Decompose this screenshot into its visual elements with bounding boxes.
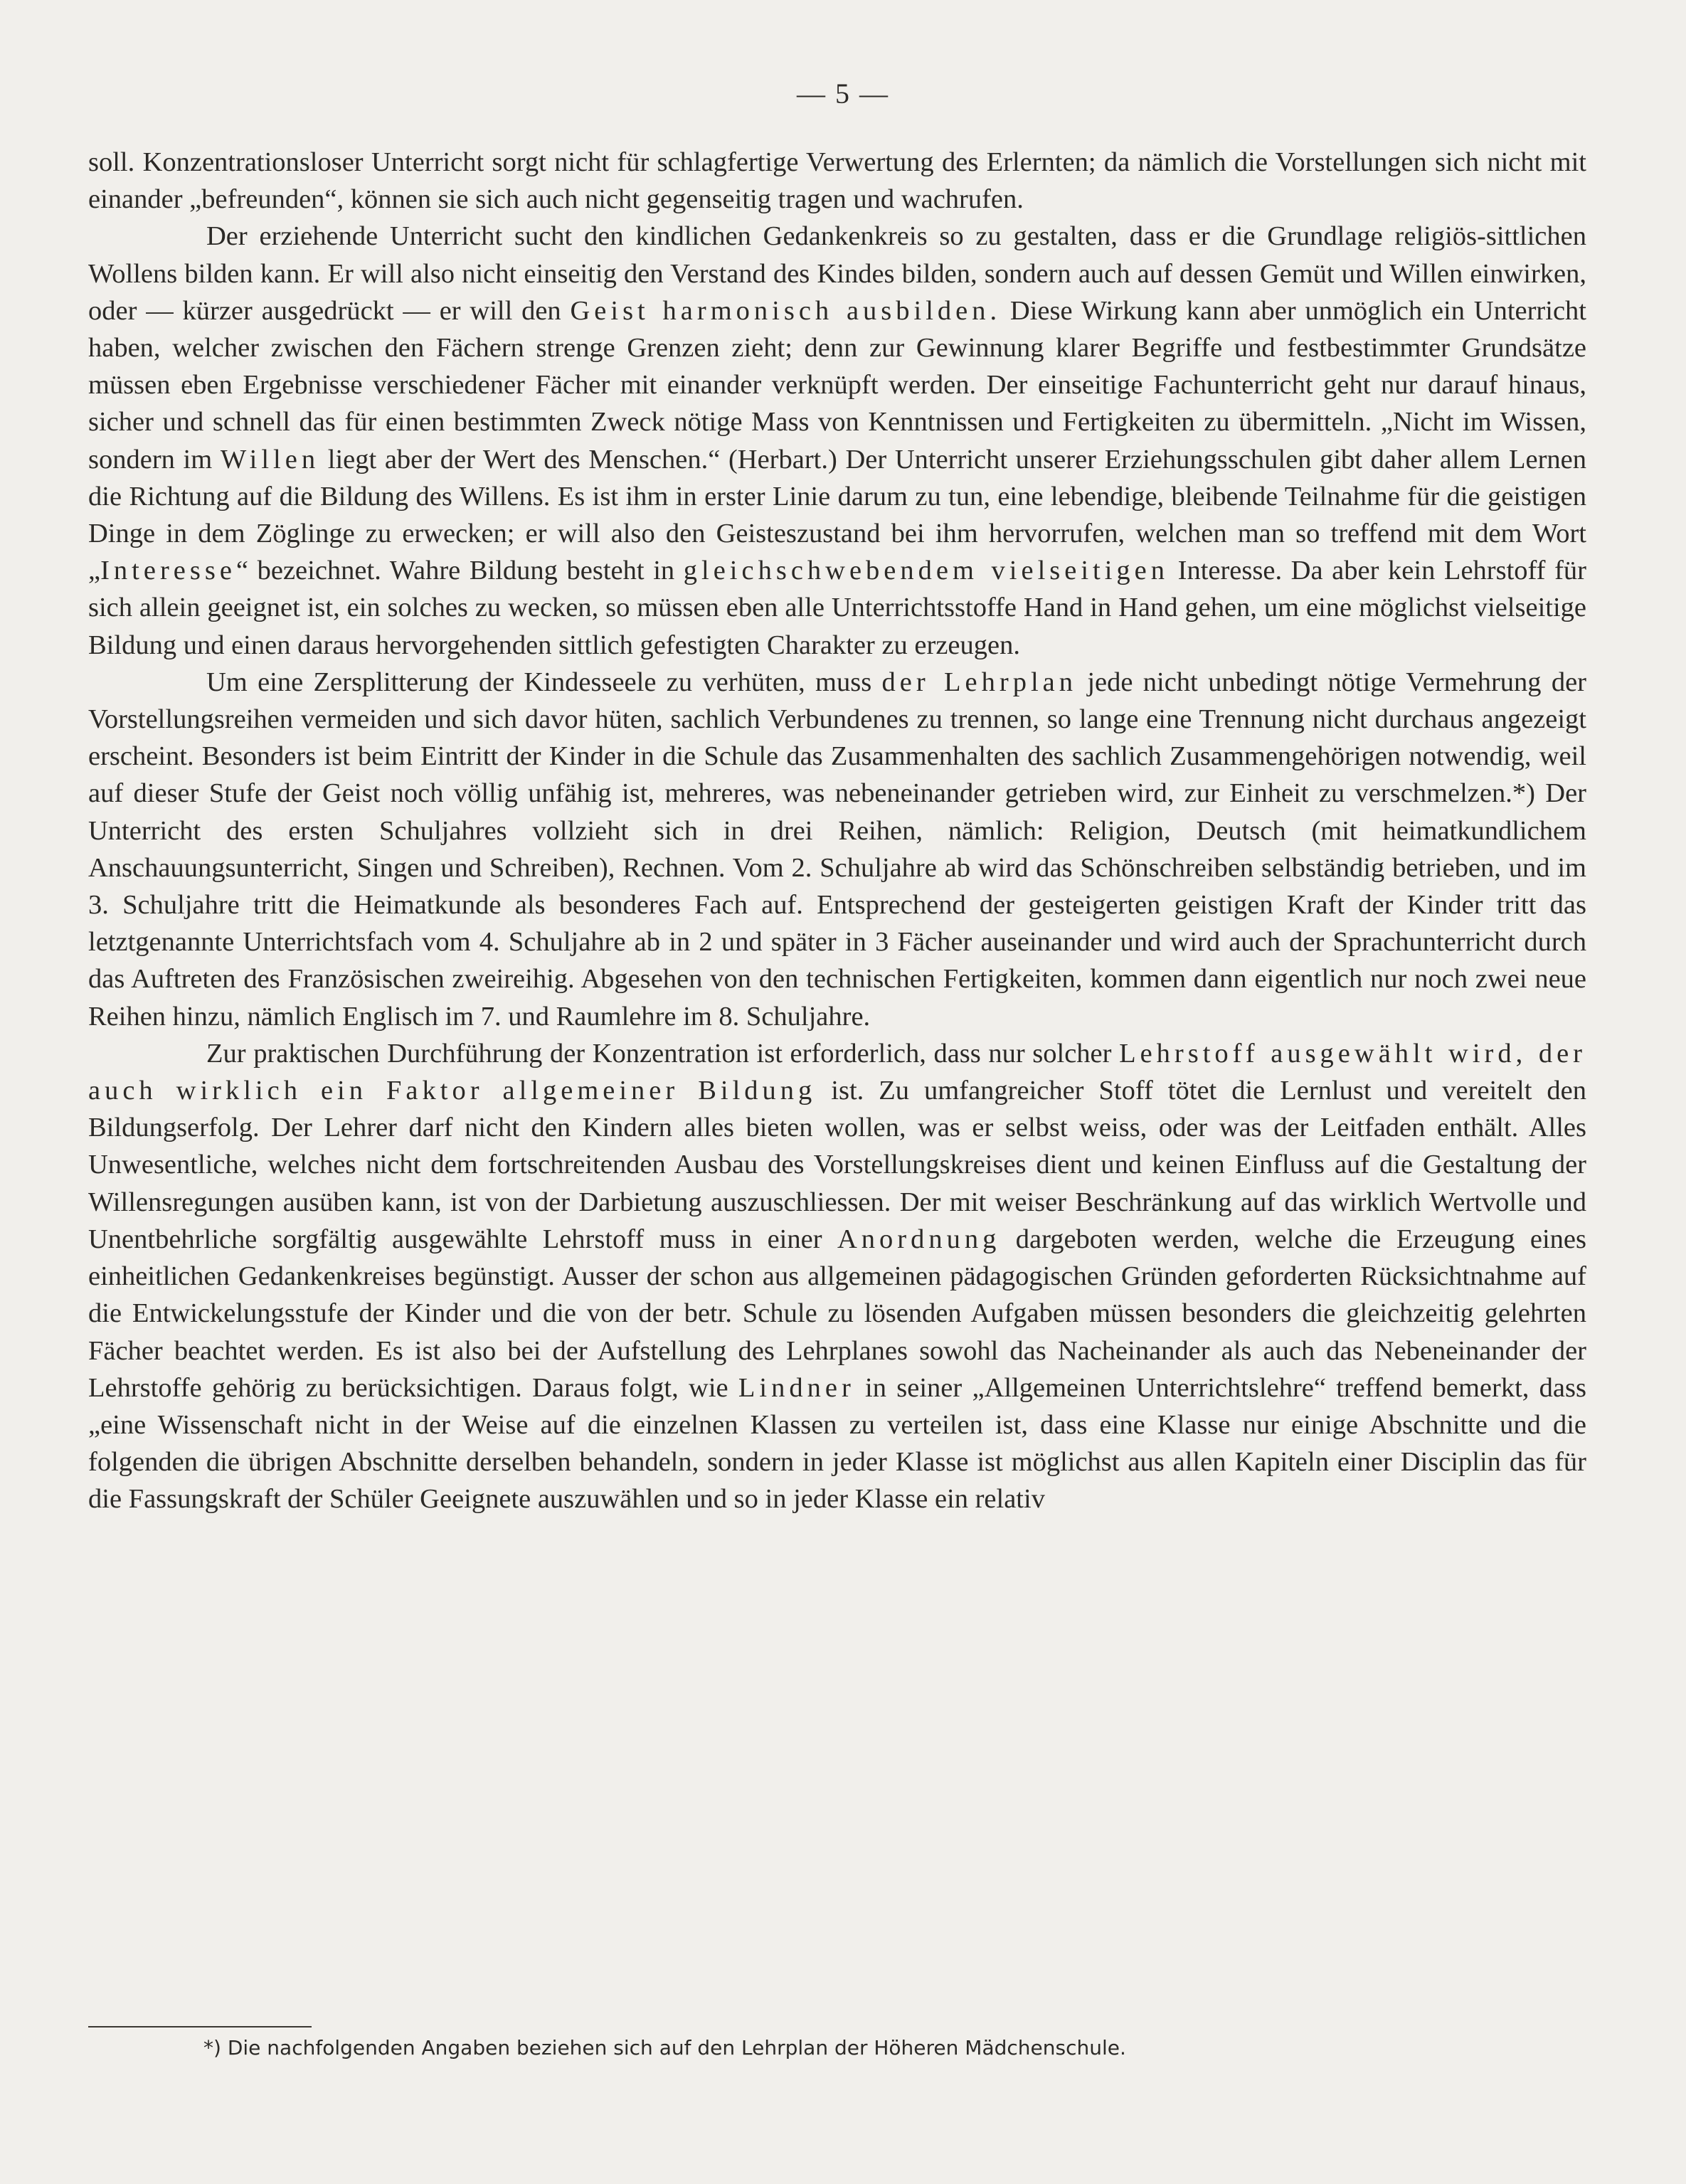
paragraph-2-text-g: “ bezeichnet. Wahre Bildung besteht in	[235, 556, 684, 586]
emphasis-lehrstoff: Lehrstoff ausgewählt wird, der auch wirklich ein Faktor allgemeiner Bildung	[88, 1038, 1586, 1106]
page-number: — 5 —	[797, 78, 889, 110]
paragraph-2-text-c: Diese Wirkung kann aber unmöglich ein Unterricht haben, welcher zwischen den Fächern strenge Grenzen zieht; denn zur Gewinnung klarer Begriffe und festbestimmter Grundsätze müssen eben Ergebnisse verschiedener Fächer mit einander verknüpft werden. Der einseitige Fachunterricht geht nur darauf hinaus, sicher und schnell das für einen bestimmten Zweck nötige Mass von Kenntnissen und Fertigkeiten zu übermitteln. „Nicht im Wissen, sondern im	[88, 295, 1586, 475]
emphasis-gleichschwebendem: gleichschwebendem vielseitigen	[683, 556, 1170, 586]
emphasis-willen: Willen	[220, 444, 320, 475]
paragraph-4-text-e: dargeboten werden, welche die Erzeugung eines einheitlichen Gedankenkreises begünstigt. Ausser der schon aus allgemeinen pädagogischen Gründen geforderten Rücksichtnahme auf die Entwickelungsstufe der Kinder und die von der betr. Schule zu lösenden Aufgaben müssen besonders die gleichzeitig gelehrten Fächer beachtet werden. Es ist also bei der Aufstellung des Lehrplanes sowohl das Nacheinander als auch das Nebeneinander der Lehrstoffe gehörig zu berücksichtigen. Daraus folgt, wie	[88, 1224, 1586, 1403]
paragraph-4	[88, 1035, 1586, 1518]
paragraph-3-text-c: jede nicht unbedingt nötige Vermehrung der Vorstellungsreihen vermeiden und sich davor hüten, sachlich Verbundenes zu trennen, so lange eine Trennung nicht durchaus angezeigt erscheint. Besonders ist beim Eintritt der Kinder in die Schule das Zusammenhalten des sachlich Zusammengehörigen notwendig, weil auf dieser Stufe der Geist noch völlig unfähig ist, mehreres, was nebeneinander getrieben wird, zur Einheit zu verschmelzen.*) Der Unterricht des ersten Schuljahres vollzieht sich in drei Reihen, nämlich: Religion, Deutsch (mit heimatkundlichem Anschauungsunterricht, Singen und Schreiben), Rechnen. Vom 2. Schuljahre ab wird das Schönschreiben selbständig betrieben, und im 3. Schuljahre tritt die Heimatkunde als besonderes Fach auf. Entsprechend der gesteigerten geistigen Kraft der Kinder tritt das letztgenannte Unterrichtsfach vom 4. Schuljahre ab in 2 und später in 3 Fächer auseinander und wird auch der Sprachunterricht durch das Auftreten des Französischen zweireihig. Abgesehen von den technischen Fertigkeiten, kommen dann eigentlich nur noch zwei neue Reihen hinzu, nämlich Englisch im 7. und Raumlehre im 8. Schuljahre.	[88, 667, 1587, 1032]
emphasis-anordnung: Anordnung	[837, 1224, 1001, 1254]
paragraph-2-text-e: liegt aber der Wert des Menschen.“ (Herbart.) Der Unterricht unserer Erziehungsschulen gibt daher allem Lernen die Richtung auf die Bildung des Willens. Es ist ihm in erster Linie darum zu tun, eine lebendige, bleibende Teilnahme für die geistigen Dinge in dem Zöglinge zu erwecken; er will also den Geisteszustand bei ihm hervorrufen, welchen man so treffend mit dem Wort „	[88, 444, 1586, 586]
paragraph-2-text-i: Interesse. Da aber kein Lehrstoff für sich allein geeignet ist, ein solches zu wecken, so müssen eben alle Unterrichtsstoffe Hand in Hand gehen, um eine möglichst vielseitige Bildung und einen daraus hervorgehenden sittlich gefestigten Charakter zu erzeugen.	[88, 556, 1586, 660]
paragraph-4-text-c: ist. Zu umfangreicher Stoff tötet die Lernlust und vereitelt den Bildungserfolg. Der Lehrer darf nicht den Kindern alles bieten wollen, was er selbst weiss, oder was der Leitfaden enthält. Alles Unwesentliche, welches nicht dem fortschreitenden Ausbau des Vorstellungskreises dient und keinen Einfluss auf die Gestaltung der Willensregungen ausüben kann, ist von der Darbietung auszuschliessen. Der mit weiser Beschränkung auf das wirklich Wertvolle und Unentbehrliche sorgfältig ausgewählte Lehrstoff muss in einer	[88, 1076, 1586, 1254]
paragraph-4-text-a: Zur praktischen Durchführung der Konzentration ist erforderlich, dass nur solcher	[206, 1038, 1120, 1069]
body-text	[88, 144, 1586, 1518]
paragraph-2-text-a: Der erziehende Unterricht sucht den kindlichen Gedankenkreis so zu gestalten, dass er die Grundlage religiös-sittlichen Wollens bilden kann. Er will also nicht einseitig den Verstand des Kindes bilden, sondern auch auf dessen Gemüt und Willen einwirken, oder — kürzer ausgedrückt — er will den	[88, 221, 1586, 326]
footnote-divider	[88, 2026, 312, 2027]
paragraph-1: soll. Konzentrationsloser Unterricht sorgt nicht für schlagfertige Verwertung des Erlernten; da nämlich die Vorstellungen sich nicht mit einander „befreunden“, können sie sich auch nicht gegenseitig tragen und wachrufen.	[88, 147, 1586, 215]
paragraph-3-text-a: Um eine Zersplitterung der Kindesseele zu verhüten, muss	[206, 667, 882, 697]
footnote: *) Die nachfolgenden Angaben beziehen sich auf den Lehrplan der Höheren Mädchenschule.	[203, 2036, 1126, 2060]
emphasis-interesse: Interesse	[100, 556, 236, 586]
emphasis-lindner: Lindner	[738, 1372, 855, 1403]
paragraph-4-text-g: in seiner „Allgemeinen Unterrichtslehre“ treffend bemerkt, dass „eine Wissenschaft nicht in der Weise auf die einzelnen Klassen zu verteilen ist, dass eine Klasse nur einige Abschnitte und die folgenden die übrigen Abschnitte derselben behandeln, sondern in jeder Klasse ist möglichst aus allen Kapiteln einer Disciplin das für die Fassungskraft der Schüler Geeignete auszuwählen und so in jeder Klasse ein relativ	[88, 1372, 1586, 1515]
paragraph-3	[88, 664, 1586, 1035]
paragraph-2	[88, 218, 1586, 663]
emphasis-geist-harmonisch: Geist harmonisch ausbilden.	[570, 295, 1002, 326]
emphasis-der-lehrplan: der Lehrplan	[881, 667, 1077, 697]
